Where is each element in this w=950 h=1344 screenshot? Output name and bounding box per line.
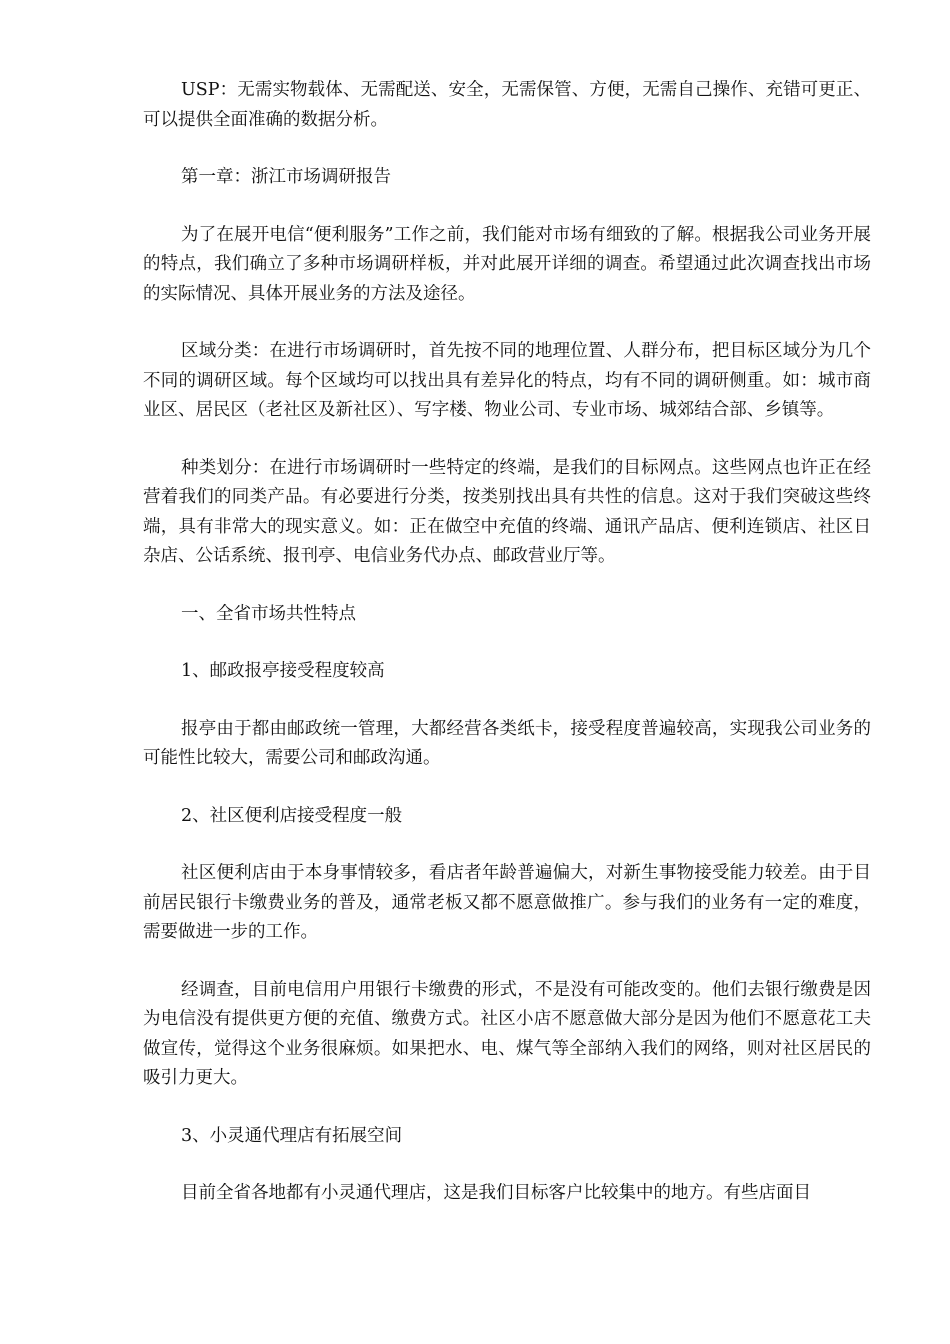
phs-agent-paragraph: 目前全省各地都有小灵通代理店，这是我们目标客户比较集中的地方。有些店面目 bbox=[181, 1183, 811, 1203]
convenience-store-paragraph: 社区便利店由于本身事情较多，看店者年龄普遍偏大，对新生事物接受能力较差。由于目前居民银行卡缴费业务的普及，通常老板又都不愿意做推广。参与我们的业务有一定的难度，需要做进一步的工作。 bbox=[143, 863, 871, 942]
usp-paragraph: USP：无需实物载体、无需配送、安全，无需保管、方便，无需自己操作、充错可更正、可以提供全面准确的数据分析。 bbox=[143, 80, 871, 130]
intro-paragraph: 为了在展开电信“便利服务”工作之前，我们能对市场有细致的了解。根据我公司业务开展的特点，我们确立了多种市场调研样板，并对此展开详细的调查。希望通过此次调查找出市场的实际情况、具体开展业务的方法及途径。 bbox=[143, 224, 871, 304]
document-page bbox=[143, 76, 871, 1237]
category-division-paragraph: 种类划分：在进行市场调研时一些特定的终端，是我们的目标网点。这些网点也许正在经营着我们的同类产品。有必要进行分类，按类别找出具有共性的信息。这对于我们突破这些终端，具有非常大的现实意义。如：正在做空中充值的终端、通讯产品店、便利连锁店、社区日杂店、公话系统、报刊亭、电信业务代办点、邮政营业厅等。 bbox=[143, 457, 871, 566]
chapter-heading: 第一章：浙江市场调研报告 bbox=[181, 167, 391, 187]
region-classification-paragraph: 区域分类：在进行市场调研时，首先按不同的地理位置、人群分布，把目标区域分为几个不同的调研区域。每个区域均可以找出具有差异化的特点，均有不同的调研侧重。如：城市商业区、居民区（老社区及新社区）、写字楼、物业公司、专业市场、城郊结合部、乡镇等。 bbox=[143, 341, 871, 420]
subsection-heading-2: 2、社区便利店接受程度一般 bbox=[181, 805, 403, 826]
newsstand-paragraph: 报亭由于都由邮政统一管理，大都经营各类纸卡，接受程度普遍较高，实现我公司业务的可能性比较大，需要公司和邮政沟通。 bbox=[143, 718, 871, 768]
subsection-heading-1: 1、邮政报亭接受程度较高 bbox=[181, 661, 385, 681]
section-heading: 一、全省市场共性特点 bbox=[181, 603, 356, 624]
subsection-heading-3: 3、小灵通代理店有拓展空间 bbox=[181, 1125, 403, 1146]
survey-paragraph: 经调查，目前电信用户用银行卡缴费的形式，不是没有可能改变的。他们去银行缴费是因为电信没有提供更方便的充值、缴费方式。社区小店不愿意做大部分是因为他们不愿意花工夫做宣传，觉得这个业务很麻烦。如果把水、电、煤气等全部纳入我们的网络，则对社区居民的吸引力更大。 bbox=[143, 979, 871, 1088]
